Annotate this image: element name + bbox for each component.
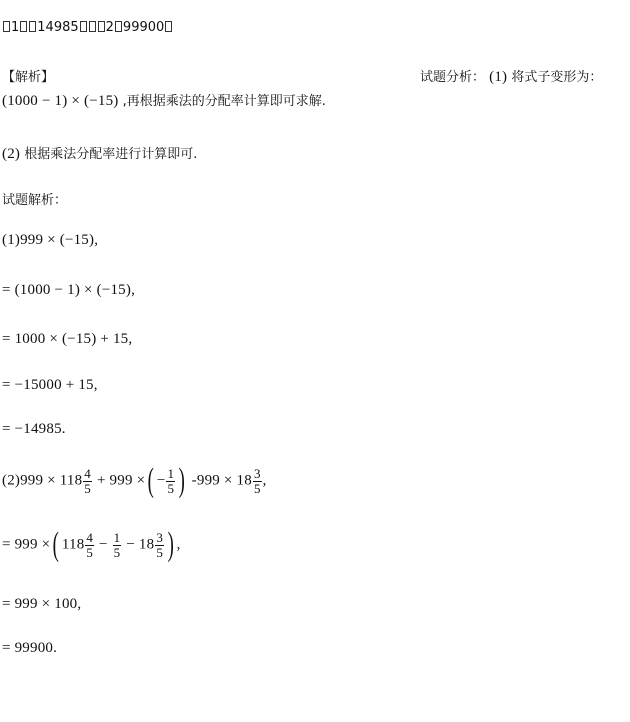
answer-line <box>2 20 173 35</box>
fraction <box>85 531 94 559</box>
part2-line-4: = 99900. <box>2 640 58 656</box>
part2-l2-c: − <box>95 536 112 553</box>
missing-glyph-box <box>115 21 122 32</box>
part1-line-1: (1)999 × (−15), <box>2 232 99 248</box>
analysis-step2-line <box>2 143 197 163</box>
part2-l2-a: = 999 × <box>2 536 51 553</box>
missing-glyph-box <box>29 21 36 32</box>
step2-number: (2) <box>2 146 21 162</box>
step1-number: (1) <box>489 69 508 85</box>
denominator: 5 <box>113 544 121 560</box>
denominator: 5 <box>253 480 261 496</box>
missing-glyph-box <box>98 21 105 32</box>
part2-line-1 <box>2 464 267 498</box>
part2-l2-e: , <box>176 536 181 553</box>
part2-l1-d: , <box>262 472 267 489</box>
numerator: 1 <box>113 529 121 545</box>
part1-line-4: = −15000 + 15, <box>2 377 98 393</box>
step1-text: 将式子变形为： <box>507 70 603 85</box>
denominator: 5 <box>156 544 164 560</box>
analysis-step1-header <box>420 66 602 86</box>
part2-l2-d: − 18 <box>122 536 155 553</box>
solution-heading: 试题解析： <box>2 193 68 208</box>
fraction <box>113 531 122 559</box>
left-paren: ( <box>147 462 155 499</box>
fraction <box>83 467 92 495</box>
part2-l1-b: + 999 × <box>93 472 146 489</box>
fraction <box>155 531 164 559</box>
numerator: 3 <box>156 529 164 545</box>
right-paren: ) <box>178 462 186 499</box>
fraction <box>166 467 175 495</box>
left-paren: ( <box>52 526 60 563</box>
analysis-label: 试题分析： <box>420 70 486 85</box>
analysis-step1-line <box>2 90 326 110</box>
part2-line-2 <box>2 528 181 562</box>
part1-line-3: = 1000 × (−15) + 15, <box>2 331 133 347</box>
answer-part-3: 2 <box>105 20 114 35</box>
denominator: 5 <box>84 480 91 496</box>
missing-glyph-box <box>20 21 27 32</box>
numerator: 1 <box>167 465 175 481</box>
part2-line-3: = 999 × 100, <box>2 596 82 612</box>
missing-glyph-box <box>80 21 87 32</box>
fraction <box>253 467 262 495</box>
answer-part-2: 14985 <box>37 20 79 35</box>
part2-l2-b: 118 <box>61 536 85 553</box>
step1-rest: ,再根据乘法的分配率计算即可求解. <box>118 94 326 109</box>
part1-line-5: = −14985. <box>2 421 66 437</box>
numerator: 4 <box>84 465 91 481</box>
right-paren: ) <box>167 526 174 563</box>
part2-l1-a: (2)999 × 118 <box>2 472 83 489</box>
numerator: 3 <box>253 465 261 481</box>
analysis-heading: 【解析】 <box>2 70 55 85</box>
missing-glyph-box <box>3 21 10 32</box>
denominator: 5 <box>86 544 94 560</box>
part2-l1-minus: − <box>156 472 166 489</box>
numerator: 4 <box>86 529 94 545</box>
answer-part-1: 1 <box>11 20 20 35</box>
denominator: 5 <box>167 480 175 496</box>
step1-expression: (1000 − 1) × (−15) <box>2 93 119 109</box>
part2-l1-c: -999 × 18 <box>187 472 252 489</box>
missing-glyph-box <box>89 21 96 32</box>
step2-text: 根据乘法分配率进行计算即可. <box>20 147 198 162</box>
answer-part-4: 99900 <box>122 20 165 35</box>
part1-line-2: = (1000 − 1) × (−15), <box>2 282 136 298</box>
missing-glyph-box <box>165 21 172 32</box>
